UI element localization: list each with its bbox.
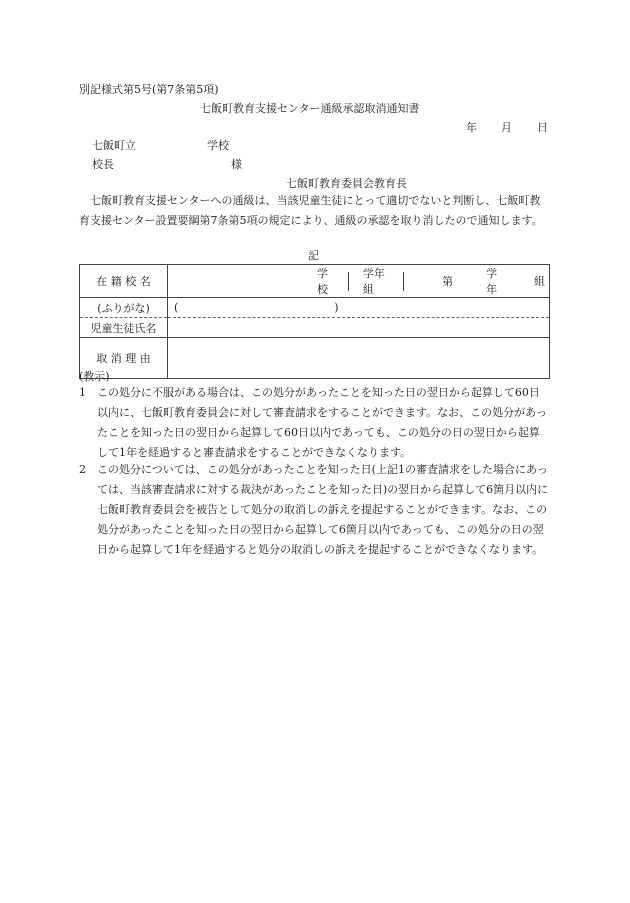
table-row-reason	[80, 338, 550, 379]
reason-label: 取 消 理 由	[80, 338, 168, 379]
furigana-label: (ふりがな)	[80, 298, 168, 318]
paren-open: (	[174, 301, 179, 314]
school-prefix: 七飯町立	[92, 139, 136, 152]
body-text: 七飯町教育支援センターへの通級は、当該児童生徒にとって適切でないと判断し、七飯町教育支援センター設置要綱第7条第5項の規定により、通級の承認を取り消したので通知します。	[79, 194, 543, 227]
principal-label: 校長	[92, 158, 114, 171]
notice-item-text: この処分に不服がある場合は、この処分があったことを知った日の翌日から起算して60日以内に、七飯町教育委員会に対して審査請求をすることができます。なお、この処分があったことを知った日の翌日から起算して60日以内であっても、この処分の日の翌日から起算して1年を経過すると審査請求をすることができなくなります。	[97, 386, 548, 459]
class-unit: 組	[534, 275, 545, 288]
notice-heading: (教示)	[79, 370, 110, 383]
grade-prefix: 第	[442, 275, 454, 288]
school-unit: 学校	[317, 267, 328, 296]
honorific: 様	[231, 158, 242, 171]
paren-close: )	[334, 301, 339, 314]
reason-cell	[168, 338, 550, 379]
form-number: 別記様式第5号(第7条第5項)	[79, 83, 219, 96]
notice-item	[79, 460, 550, 560]
date-day: 日	[537, 121, 548, 134]
table-row-school	[80, 265, 550, 298]
school-cell	[168, 265, 550, 298]
school-label: 在 籍 校 名	[80, 265, 168, 298]
record-heading: 記	[308, 249, 319, 262]
furigana-cell	[168, 298, 550, 318]
table-row-name	[80, 318, 550, 338]
notice-item-number: 2	[79, 463, 86, 476]
name-cell	[168, 318, 550, 338]
notice-item	[79, 383, 550, 463]
sender: 七飯町教育委員会教育長	[286, 177, 407, 190]
record-table	[79, 264, 550, 379]
school-suffix: 学校	[207, 139, 229, 152]
notice-item-number: 1	[79, 386, 86, 399]
date-year: 年	[466, 121, 477, 134]
document-title: 七飯町教育支援センター通級承認取消通知書	[200, 102, 420, 115]
name-label: 児童生徒氏名	[80, 318, 168, 338]
notice-item-text: この処分については、この処分があったことを知った日(上記1の審査請求をした場合にあっては、当該審査請求に対する裁決があったことを知った日)の翌日から起算して6箇月以内に七飯町教育委員会を被告として処分の取消しの訴えを提起することができます。なお、この処分があったことを知った日の翌日から起算して6箇月以内であっても、この処分の日の翌日から起算して1年を経過すると処分の取消しの訴えを提起することができなくなります。	[97, 463, 549, 556]
table-row-furigana	[80, 298, 550, 318]
class-label: 学年組	[362, 267, 385, 296]
date-month: 月	[501, 121, 512, 134]
grade-unit: 学年	[486, 267, 498, 296]
